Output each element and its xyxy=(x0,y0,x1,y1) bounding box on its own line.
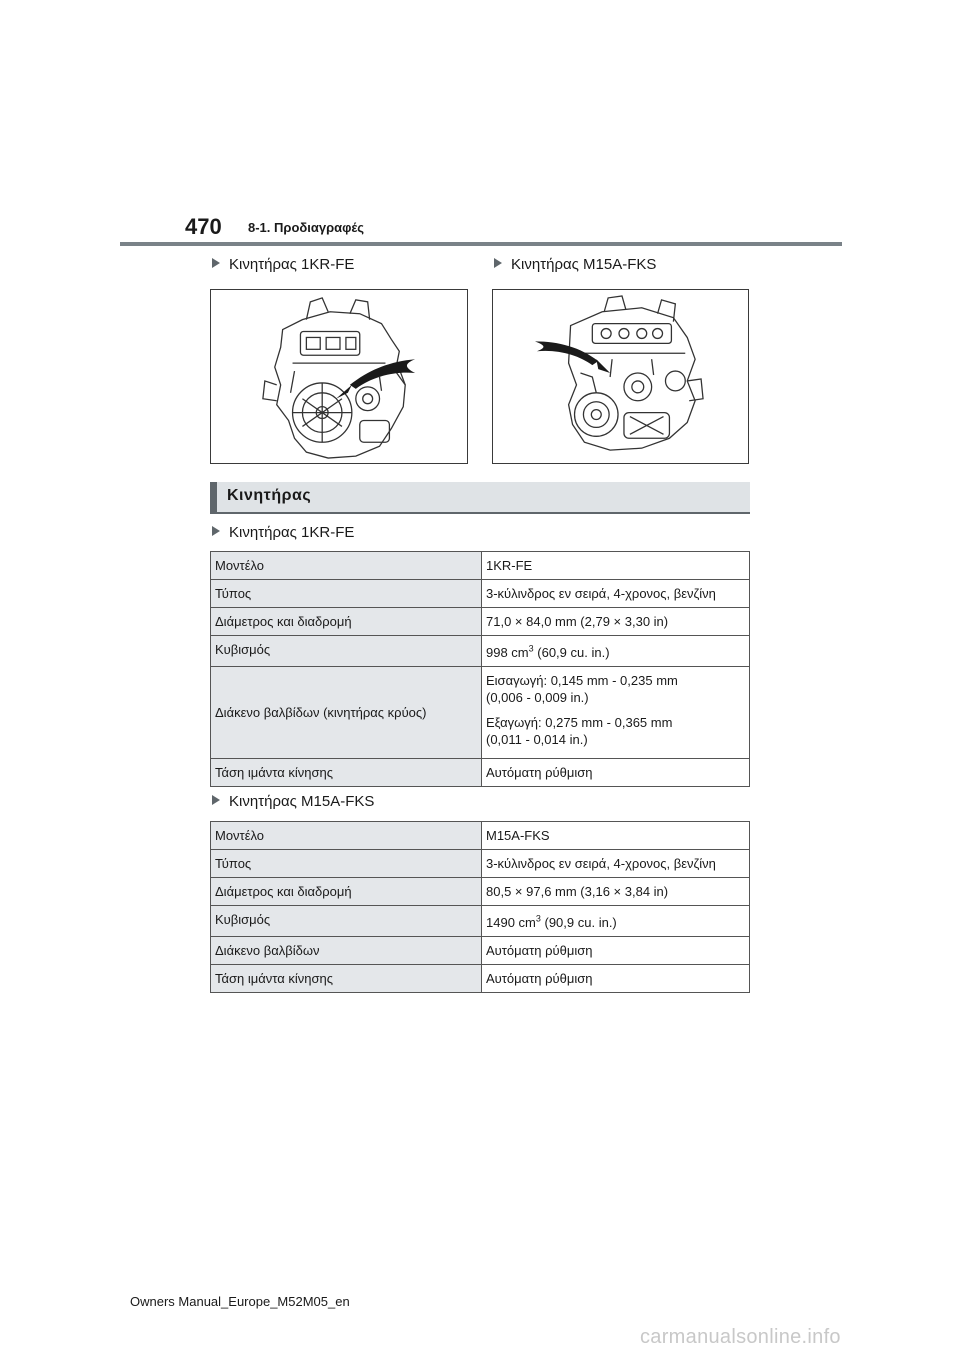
displacement-value: 998 cm xyxy=(486,645,529,660)
header-divider xyxy=(120,242,842,246)
watermark: carmanualsonline.info xyxy=(640,1326,841,1348)
table-row xyxy=(211,906,750,937)
table-value xyxy=(482,667,750,759)
displacement-value: 1490 cm xyxy=(486,915,536,930)
bullet-triangle-icon xyxy=(212,526,220,536)
engine-illustration-icon xyxy=(493,290,748,463)
figure-caption-left xyxy=(212,256,354,273)
table-key: Τύπος xyxy=(211,580,482,608)
table1-caption xyxy=(212,524,354,541)
page-number: 470 xyxy=(185,214,222,239)
table-key: Διάκενο βαλβίδων (κινητήρας κρύος) xyxy=(211,667,482,759)
table-key: Μοντέλο xyxy=(211,822,482,850)
table-value: Αυτόματη ρύθμιση xyxy=(482,965,750,993)
table-key: Τάση ιμάντα κίνησης xyxy=(211,759,482,787)
table-key: Κυβισμός xyxy=(211,636,482,667)
bullet-triangle-icon xyxy=(212,795,220,805)
exhaust-clearance-imperial: (0,011 - 0,014 in.) xyxy=(486,732,588,747)
table-value: 1KR-FE xyxy=(482,552,750,580)
spec-table-1kr-fe xyxy=(210,551,750,787)
bullet-triangle-icon xyxy=(494,258,502,268)
table-key: Διάκενο βαλβίδων xyxy=(211,937,482,965)
table1-caption-text: Κινητήρας 1KR-FE xyxy=(229,524,355,541)
table-row xyxy=(211,937,750,965)
displacement-imperial: (60,9 cu. in.) xyxy=(533,645,610,660)
table-key: Διάμετρος και διαδρομή xyxy=(211,878,482,906)
section-title: 8-1. Προδιαγραφές xyxy=(248,220,365,235)
spec-table-m15a-fks xyxy=(210,821,750,993)
table-row xyxy=(211,822,750,850)
exhaust-clearance: Εξαγωγή: 0,275 mm - 0,365 mm xyxy=(486,715,673,730)
table-key: Μοντέλο xyxy=(211,552,482,580)
section-heading-band xyxy=(210,482,750,514)
table-key: Διάμετρος και διαδρομή xyxy=(211,608,482,636)
table-value xyxy=(482,636,750,667)
unit-superscript: 3 xyxy=(528,643,534,654)
intake-clearance-imperial: (0,006 - 0,009 in.) xyxy=(486,690,589,705)
table-key: Τύπος xyxy=(211,850,482,878)
engine-illustration-icon xyxy=(211,290,467,463)
engine-m15a-fks-figure xyxy=(492,289,749,464)
table-row xyxy=(211,759,750,787)
table-value: 3-κύλινδρος εν σειρά, 4-χρονος, βενζίνη xyxy=(482,850,750,878)
table-row xyxy=(211,965,750,993)
table-value: 80,5 × 97,6 mm (3,16 × 3,84 in) xyxy=(482,878,750,906)
table-value: Αυτόματη ρύθμιση xyxy=(482,937,750,965)
table-key: Κυβισμός xyxy=(211,906,482,937)
table-row xyxy=(211,667,750,759)
footer-text: Owners Manual_Europe_M52M05_en xyxy=(130,1294,350,1309)
table-value: 71,0 × 84,0 mm (2,79 × 3,30 in) xyxy=(482,608,750,636)
figure-caption-right xyxy=(494,256,656,273)
intake-clearance: Εισαγωγή: 0,145 mm - 0,235 mm xyxy=(486,673,678,688)
table-row xyxy=(211,878,750,906)
table-key: Τάση ιμάντα κίνησης xyxy=(211,965,482,993)
displacement-imperial: (90,9 cu. in.) xyxy=(540,915,617,930)
table-row xyxy=(211,580,750,608)
table2-caption xyxy=(212,793,374,810)
section-heading: Κινητήρας xyxy=(227,487,312,504)
table-value: 3-κύλινδρος εν σειρά, 4-χρονος, βενζίνη xyxy=(482,580,750,608)
table2-caption-text: Κινητήρας M15A-FKS xyxy=(229,793,375,810)
table-value xyxy=(482,906,750,937)
table-row xyxy=(211,608,750,636)
unit-superscript: 3 xyxy=(535,913,541,924)
figure-caption-left-text: Κινητήρας 1KR-FE xyxy=(229,256,355,273)
bullet-triangle-icon xyxy=(212,258,220,268)
table-row xyxy=(211,850,750,878)
table-row xyxy=(211,552,750,580)
table-row xyxy=(211,636,750,667)
figure-caption-right-text: Κινητήρας M15A-FKS xyxy=(511,256,657,273)
table-value: Αυτόματη ρύθμιση xyxy=(482,759,750,787)
table-value: M15A-FKS xyxy=(482,822,750,850)
engine-1kr-fe-figure xyxy=(210,289,468,464)
